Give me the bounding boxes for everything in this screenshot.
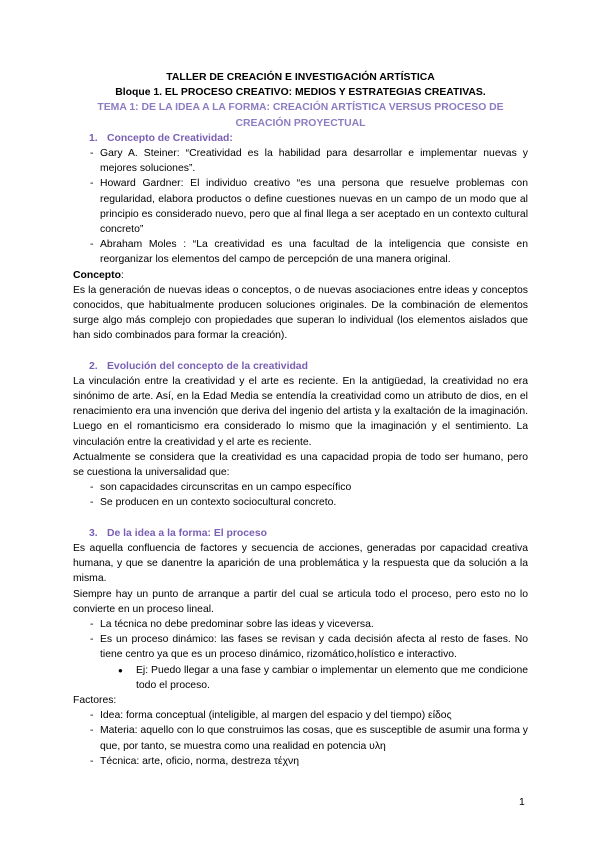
- section1-heading: [73, 131, 528, 146]
- section3-number: 3.: [89, 527, 98, 539]
- section2-paragraph1: La vinculación entre la creatividad y el arte es reciente. En la antigüedad, la creatividad no era sinónimo de arte. Así, en la Edad Media se entendía la creatividad como un atributo de dios, en el renacimiento era una invención que deriva del ingenio del artista y la exaltación de la imaginación. Luego en el romanticismo era considerado lo mismo que la imaginación y el sentimiento. La vinculación entre la creatividad y el arte es reciente.: [73, 375, 528, 448]
- document-page: [73, 70, 528, 769]
- list-item: - Idea: forma conceptual (inteligible, al margen del espacio y del tiempo) είδος: [73, 708, 528, 723]
- section3-paragraph2: Siempre hay un punto de arranque a partir del cual se articula todo el proceso, pero esto no lo convierte en un proceso lineal.: [73, 588, 528, 615]
- section1-number: 1.: [89, 132, 98, 144]
- page-number: 1: [519, 797, 525, 808]
- spacer: [73, 344, 528, 359]
- list-item: - Howard Gardner: El individuo creativo “es una persona que resuelve problemas con regularidad, elabora productos o define cuestiones nuevas en un campo de un modo que al principio es considerado nuevo, pero que al final llega a ser aceptado en un contexto cultural concreto”: [73, 176, 528, 237]
- section3-heading: [73, 526, 528, 541]
- section2-paragraph2: Actualmente se considera que la creatividad es una capacidad propia de todo ser humano, pero se cuestiona la universalidad que:: [73, 451, 528, 479]
- list-item: - Gary A. Steiner: “Creatividad es la habilidad para desarrollar e implementar nuevas y mejores soluciones”.: [73, 146, 528, 176]
- list-item: - Materia: aquello con lo que construimos las cosas, que es susceptible de asumir una forma y que, por tanto, se muestra como una realidad en potencia υλη: [73, 723, 528, 753]
- list-item: - son capacidades circunscritas en un campo específico: [73, 480, 528, 495]
- theme-title-line2: CREACIÓN PROYECTUAL: [235, 117, 366, 129]
- document-title: TALLER DE CREACIÓN E INVESTIGACIÓN ARTÍSTICA: [166, 72, 435, 83]
- section1-title: Concepto de Creatividad:: [107, 132, 233, 144]
- list-item: - Abraham Moles : “La creatividad es una facultad de la inteligencia que consiste en reorganizar los elementos del campo de percepción de una manera original.: [73, 237, 528, 267]
- list-item: ● Ej: Puedo llegar a una fase y cambiar o implementar un elemento que me condicione todo el proceso.: [73, 663, 528, 693]
- section3-paragraph1: Es aquella confluencia de factores y secuencia de acciones, generadas por capacidad creativa humana, y que se danentre la aparición de una problemática y la respuesta que da solución a la misma.: [73, 542, 528, 585]
- section3-list: [73, 617, 528, 663]
- concepto-colon: :: [120, 269, 124, 281]
- section2-number: 2.: [89, 360, 98, 372]
- list-item: - Es un proceso dinámico: las fases se revisan y cada decisión afecta al resto de fases. No tiene centro ya que es un proceso dinámico, rizomático,holístico e interactivo.: [73, 632, 528, 662]
- list-item: - La técnica no debe predominar sobre las ideas y viceversa.: [73, 617, 528, 632]
- list-item: - Se producen en un contexto sociocultural concreto.: [73, 495, 528, 510]
- theme-title-line1: TEMA 1: DE LA IDEA A LA FORMA: CREACIÓN ARTÍSTICA VERSUS PROCESO DE: [97, 102, 504, 114]
- section2-title: Evolución del concepto de la creatividad: [107, 360, 308, 372]
- concepto-label: Concepto: [73, 269, 121, 281]
- list-item: - Técnica: arte, oficio, norma, destreza τέχνη: [73, 754, 528, 769]
- concepto-heading: [73, 268, 528, 283]
- block-title: Bloque 1. EL PROCESO CREATIVO: MEDIOS Y ESTRATEGIAS CREATIVAS.: [115, 87, 486, 99]
- section3-sublist: [73, 663, 528, 693]
- section3-title: De la idea a la forma: El proceso: [107, 527, 267, 539]
- section2-heading: [73, 359, 528, 374]
- factores-label: Factores:: [73, 694, 117, 706]
- factores-list: [73, 708, 528, 769]
- section2-list: [73, 480, 528, 510]
- section1-list: [73, 146, 528, 268]
- concepto-paragraph: Es la generación de nuevas ideas o conceptos, o de nuevas asociaciones entre ideas y conceptos conocidos, que habitualmente producen soluciones originales. De la combinación de elementos surge algo más complejo con propiedades que superan lo individual (los elementos aislados que han sido combinados para formar la creación).: [73, 284, 528, 342]
- spacer: [73, 511, 528, 526]
